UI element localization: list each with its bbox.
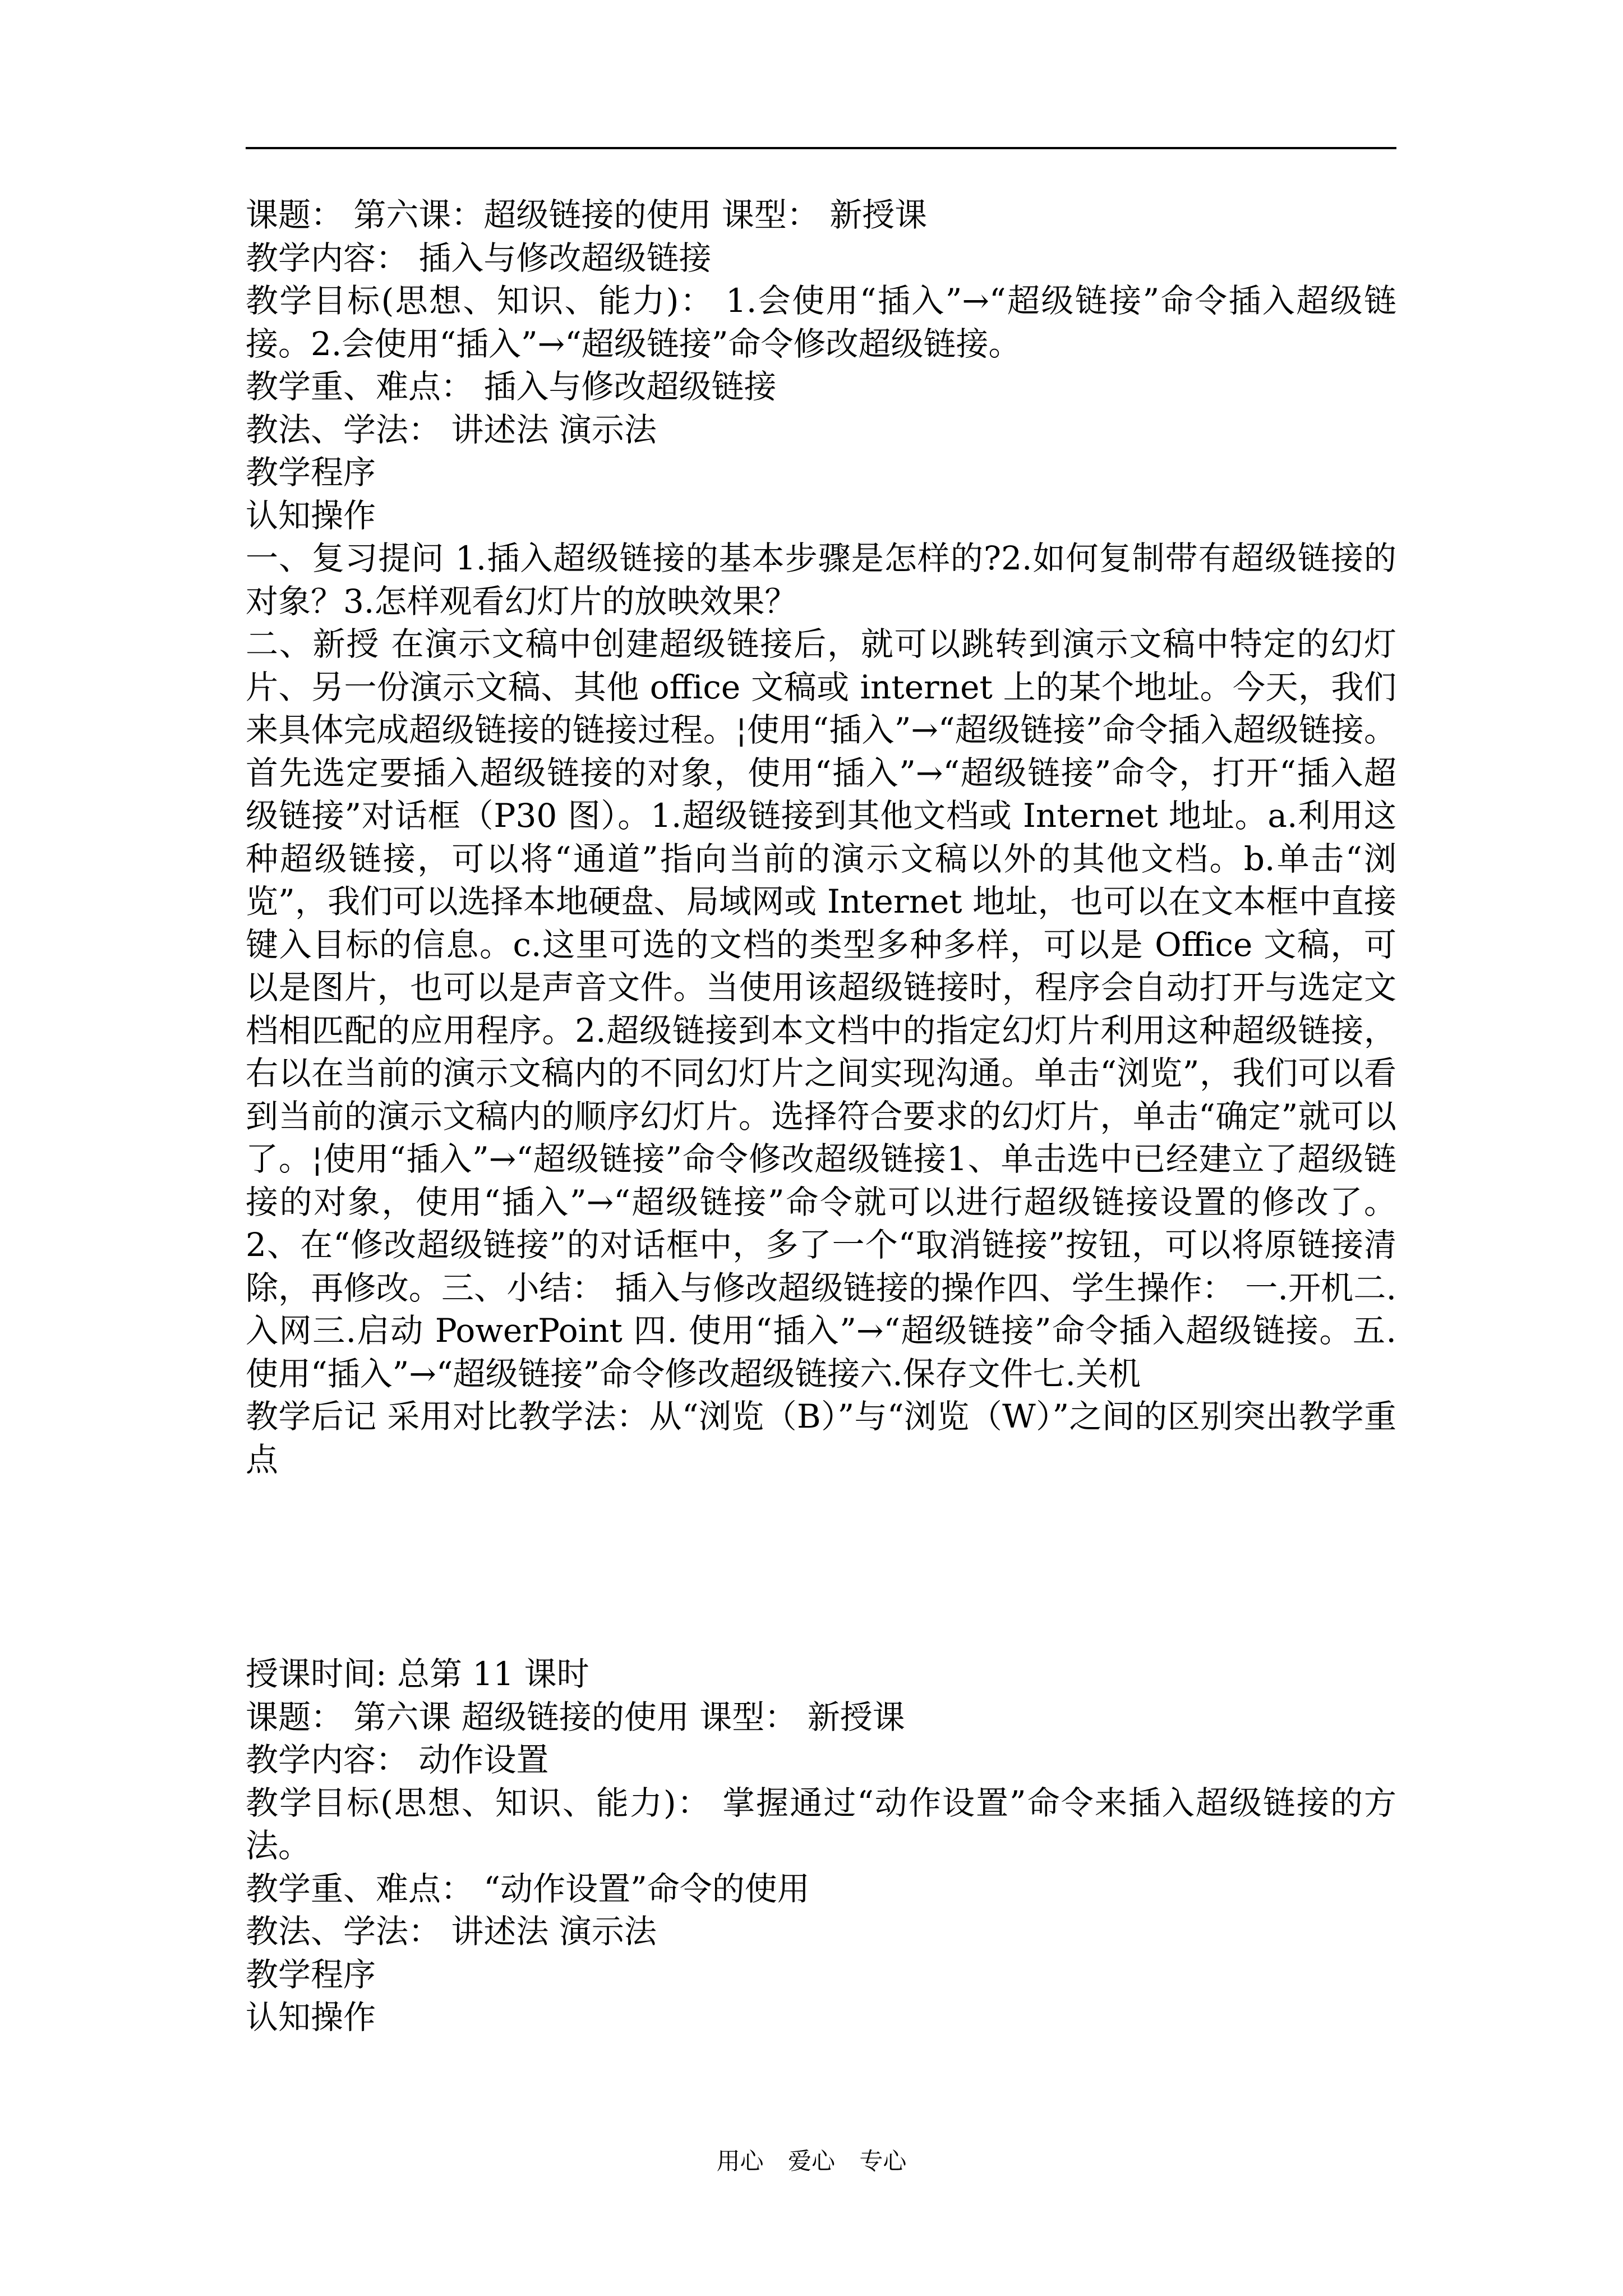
lesson1-procedure: 教学程序 bbox=[246, 453, 376, 491]
lesson1-new-lesson: 二、新授 在演示文稿中创建超级链接后，就可以跳转到演示文稿中特定的幻灯片、另一份演示文稿、其他 office 文稿或 internet 上的某个地址。今天，我们来具体完成超级链接的链接过程。¦使用“插入”→“超级链接”命令插入超级链接。 首先选定要插入超级链接的对象，使用“插入”→“超级链接”命令，打开“插入超级链接”对话框（P30 图）。1.超级链接到其他文档或 Internet 地址。a.利用这种超级链接，可以将“通道”指向当前的演示文稿以外的其他文档。b.单击“浏览”，我们可以选择本地硬盘、局域网或 Internet 地址，也可以在文本框中直接键入目标的信息。c.这里可选的文档的类型多种多样，可以是 Office 文稿，可以是图片，也可以是声音文件。当使用该超级链接时，程序会自动打开与选定文档相匹配的应用程序。2.超级链接到本文档中的指定幻灯片利用这种超级链接，右以在当前的演示文稿内的不同幻灯片之间实现沟通。单击“浏览”，我们可以看到当前的演示文稿内的顺序幻灯片。选择符合要求的幻灯片，单击“确定”就可以了。¦使用“插入”→“超级链接”命令修改超级链接1、单击选中已经建立了超级链接的对象，使用“插入”→“超级链接”命令就可以进行超级链接设置的修改了。2、在“修改超级链接”的对话框中，多了一个“取消链接”按钮，可以将原链接清除，再修改。三、小结： 插入与修改超级链接的操作四、学生操作： 一.开机二.入网三.启动 PowerPoint 四. 使用“插入”→“超级链接”命令插入超级链接。五. 使用“插入”→“超级链接”命令修改超级链接六.保存文件七.关机 bbox=[246, 625, 1396, 1393]
lesson1-reflection: 教学后记 采用对比教学法：从“浏览（B）”与“浏览（W）”之间的区别突出教学重点 bbox=[246, 1397, 1396, 1479]
page-footer: 用心 爱心 专心 bbox=[716, 2147, 907, 2175]
lesson2-objective: 教学目标(思想、知识、能力)： 掌握通过“动作设置”命令来插入超级链接的方法。 bbox=[246, 1783, 1396, 1865]
lesson1-cognition: 认知操作 bbox=[246, 496, 376, 535]
lesson1-keypoints: 教学重、难点： 插入与修改超级链接 bbox=[246, 367, 777, 406]
lesson2-procedure: 教学程序 bbox=[246, 1955, 376, 1994]
lesson2-time: 授课时间: 总第 11 课时 bbox=[246, 1655, 589, 1693]
lesson2-methods: 教法、学法： 讲述法 演示法 bbox=[246, 1912, 657, 1950]
document-body bbox=[246, 194, 1396, 2039]
lesson1-topic: 课题： 第六课：超级链接的使用 课型： 新授课 bbox=[246, 196, 928, 234]
lesson1-objective: 教学目标(思想、知识、能力)： 1.会使用“插入”→“超级链接”命令插入超级链接。2.会使用“插入”→“超级链接”命令修改超级链接。 bbox=[246, 282, 1396, 363]
lesson2-topic: 课题： 第六课 超级链接的使用 课型： 新授课 bbox=[246, 1697, 905, 1736]
lesson1-methods: 教法、学法： 讲述法 演示法 bbox=[246, 410, 657, 449]
section-gap bbox=[246, 1481, 1396, 1653]
lesson1-content: 教学内容： 插入与修改超级链接 bbox=[246, 238, 712, 277]
lesson2-keypoints: 教学重、难点： “动作设置”命令的使用 bbox=[246, 1869, 810, 1908]
lesson1-review: 一、复习提问 1.插入超级链接的基本步骤是怎样的?2.如何复制带有超级链接的对象？3.怎样观看幻灯片的放映效果？ bbox=[246, 539, 1396, 620]
lesson2-content: 教学内容： 动作设置 bbox=[246, 1741, 549, 1779]
lesson2-cognition: 认知操作 bbox=[246, 1998, 376, 2036]
header-rule bbox=[246, 147, 1396, 149]
